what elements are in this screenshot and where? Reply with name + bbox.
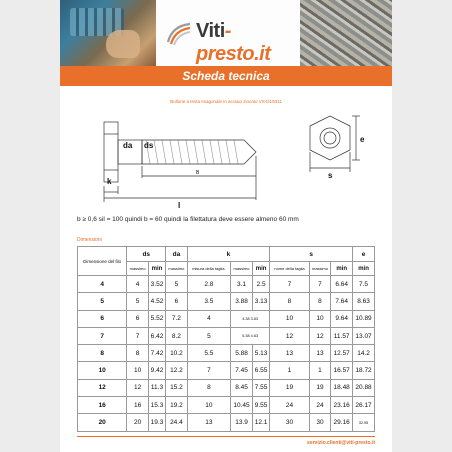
table-cell: 2.5 <box>252 276 269 293</box>
table-cell: 9.55 <box>252 397 269 414</box>
sub-k-min: min <box>252 262 269 276</box>
table-cell: 10.45 <box>231 397 253 414</box>
table-cell: 13.9 <box>231 414 253 431</box>
table-cell: 5.88 <box>231 345 253 362</box>
table-cell: 29.16 <box>331 414 353 431</box>
table-cell: 10.89 <box>353 310 375 327</box>
sub-s-max: massimo <box>309 262 331 276</box>
table-cell: 13 <box>270 345 310 362</box>
footer-email-link[interactable]: servizio.clienti@viti-presto.it <box>307 440 375 446</box>
table-cell: 11.3 <box>148 379 165 396</box>
title-bar <box>60 66 392 86</box>
col-k: k <box>187 247 270 262</box>
table-cell: 18.48 <box>331 379 353 396</box>
col-dimension: Dimensione del filo <box>78 247 127 276</box>
table-cell: 8 <box>270 293 310 310</box>
sub-k-max: massimo <box>231 262 253 276</box>
col-ds: ds <box>127 247 166 262</box>
table-cell: 4.52 <box>148 293 165 310</box>
technical-drawing <box>60 112 392 212</box>
header-banner <box>60 0 392 66</box>
col-s: s <box>270 247 353 262</box>
table-cell: 6 <box>127 310 149 327</box>
table-cell: 19.3 <box>148 414 165 431</box>
table-cell: 4.38 3.63 <box>231 310 270 327</box>
sub-e-min: min <box>353 262 375 276</box>
logo-swoosh-icon <box>166 20 192 46</box>
table-cell: 19 <box>270 379 310 396</box>
table-cell: 7.5 <box>353 276 375 293</box>
table-cell: 7 <box>309 276 331 293</box>
brand-name: Viti <box>196 20 225 42</box>
table-row <box>78 293 375 310</box>
label-ds: ds <box>144 141 154 150</box>
table-cell: 10 <box>78 362 127 379</box>
table-cell: 9.64 <box>331 310 353 327</box>
table-cell: 13 <box>187 414 230 431</box>
table-cell: 6.42 <box>148 327 165 344</box>
table-cell: 16 <box>78 397 127 414</box>
table-cell: 5 <box>187 327 230 344</box>
table-cell: 9.42 <box>148 362 165 379</box>
table-row <box>78 310 375 327</box>
table-cell: 7.42 <box>148 345 165 362</box>
table-cell: 19 <box>309 379 331 396</box>
table-cell: 10 <box>270 310 310 327</box>
table-cell: 5.52 <box>148 310 165 327</box>
table-cell: 32.95 <box>353 414 375 431</box>
table-cell: 7 <box>127 327 149 344</box>
table-cell: 30 <box>309 414 331 431</box>
table-cell: 20 <box>78 414 127 431</box>
sub-ds-max: massimo <box>127 262 149 276</box>
table-cell: 24 <box>309 397 331 414</box>
sub-s-nom: nome della taglia <box>270 262 310 276</box>
table-cell: 7.2 <box>166 310 188 327</box>
table-cell: 4 <box>127 276 149 293</box>
footer-divider <box>77 436 375 437</box>
table-cell: 10 <box>187 397 230 414</box>
table-cell: 7 <box>187 362 230 379</box>
table-cell: 30 <box>270 414 310 431</box>
table-cell: 8.2 <box>166 327 188 344</box>
table-cell: 18.72 <box>353 362 375 379</box>
table-row <box>78 414 375 431</box>
table-cell: 15.2 <box>166 379 188 396</box>
dimensions-table <box>77 246 375 432</box>
table-cell: 1 <box>309 362 331 379</box>
table-cell: 24 <box>270 397 310 414</box>
table-cell: 6.55 <box>252 362 269 379</box>
table-cell: 12 <box>78 379 127 396</box>
table-cell: 8.63 <box>353 293 375 310</box>
thread-length-note: b ≥ 0,6 sil = 100 quindi b = 60 quindi la filettatura deve essere almeno 60 mm <box>77 216 299 223</box>
table-cell: 14.2 <box>353 345 375 362</box>
table-cell: 5.5 <box>187 345 230 362</box>
table-cell: 7.45 <box>231 362 253 379</box>
label-e: e <box>360 135 365 144</box>
data-sheet <box>60 0 392 452</box>
table-row <box>78 276 375 293</box>
table-cell: 12.2 <box>166 362 188 379</box>
table-cell: 3.88 <box>231 293 253 310</box>
table-cell: 26.17 <box>353 397 375 414</box>
table-cell: 15.3 <box>148 397 165 414</box>
tools-photo <box>60 0 156 66</box>
table-cell: 16.57 <box>331 362 353 379</box>
table-cell: 8 <box>127 345 149 362</box>
table-row <box>78 327 375 344</box>
bolt-thread <box>142 140 256 164</box>
table-cell: 8.45 <box>231 379 253 396</box>
sub-da-max: massimo <box>166 262 188 276</box>
table-cell: 5 <box>78 293 127 310</box>
dimensions-table-body <box>78 276 375 432</box>
table-cell: 6.64 <box>331 276 353 293</box>
table-cell: 5.13 <box>252 345 269 362</box>
table-cell: 6 <box>166 293 188 310</box>
brand-domain: -presto.it <box>196 20 271 65</box>
label-b: B <box>196 170 200 176</box>
table-cell: 2.8 <box>187 276 230 293</box>
table-row <box>78 362 375 379</box>
table-cell: 1 <box>270 362 310 379</box>
screws-photo <box>300 0 392 66</box>
table-cell: 3.5 <box>187 293 230 310</box>
table-cell: 8 <box>187 379 230 396</box>
table-row <box>78 345 375 362</box>
table-cell: 7.55 <box>252 379 269 396</box>
table-cell: 13 <box>309 345 331 362</box>
col-da: da <box>166 247 188 262</box>
sub-s-min: min <box>331 262 353 276</box>
table-cell: 7.64 <box>331 293 353 310</box>
table-cell: 7 <box>78 327 127 344</box>
table-cell: 8 <box>309 293 331 310</box>
table-cell: 11.57 <box>331 327 353 344</box>
label-da: da <box>123 141 133 150</box>
product-subtitle: Bullone a testa esagonale in acciaio zincato VS-D19311 <box>170 99 282 104</box>
table-cell: 10 <box>127 362 149 379</box>
table-cell: 20.88 <box>353 379 375 396</box>
table-cell: 4 <box>187 310 230 327</box>
col-e: e <box>353 247 375 262</box>
table-cell: 12.57 <box>331 345 353 362</box>
sub-k-nom: misura della taglia. <box>187 262 230 276</box>
table-cell: 12 <box>309 327 331 344</box>
label-k: k <box>107 177 112 186</box>
table-row <box>78 397 375 414</box>
table-cell: 24.4 <box>166 414 188 431</box>
table-cell: 4 <box>78 276 127 293</box>
table-cell: 16 <box>127 397 149 414</box>
table-cell: 13.07 <box>353 327 375 344</box>
bolt-head <box>104 122 118 182</box>
table-cell: 23.16 <box>331 397 353 414</box>
table-cell: 12.1 <box>252 414 269 431</box>
brand-logo[interactable] <box>156 0 300 66</box>
table-cell: 19.2 <box>166 397 188 414</box>
table-cell: 3.1 <box>231 276 253 293</box>
table-cell: 12 <box>127 379 149 396</box>
sub-ds-min: min <box>148 262 165 276</box>
table-cell: 6 <box>78 310 127 327</box>
table-cell: 5 <box>166 276 188 293</box>
logo-text <box>196 20 300 66</box>
table-cell: 5.38 4.63 <box>231 327 270 344</box>
label-s: s <box>328 171 333 180</box>
table-cell: 7 <box>270 276 310 293</box>
table-cell: 5 <box>127 293 149 310</box>
page-title: Scheda tecnica <box>182 69 270 83</box>
table-cell: 10 <box>309 310 331 327</box>
table-cell: 3.13 <box>252 293 269 310</box>
dimensions-label: Dimensioni <box>77 237 102 243</box>
table-cell: 20 <box>127 414 149 431</box>
table-cell: 8 <box>78 345 127 362</box>
table-cell: 12 <box>270 327 310 344</box>
label-l: l <box>178 201 181 210</box>
table-cell: 3.52 <box>148 276 165 293</box>
table-cell: 10.2 <box>166 345 188 362</box>
hex-end-view <box>310 116 350 160</box>
table-row <box>78 379 375 396</box>
